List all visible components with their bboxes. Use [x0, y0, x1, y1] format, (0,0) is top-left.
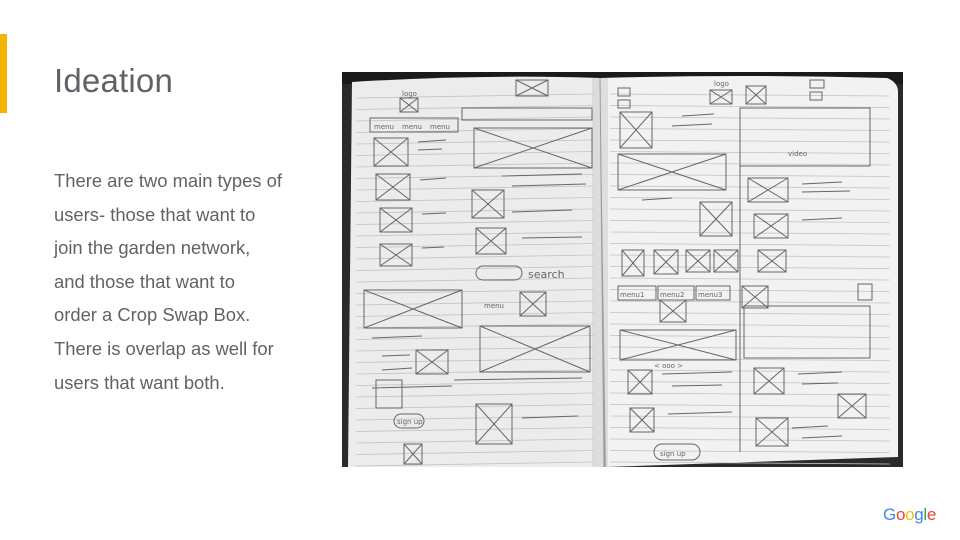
logo-letter: l — [923, 505, 927, 524]
sketch-menu-item: menu2 — [660, 291, 685, 299]
sketch-search-label: search — [528, 268, 565, 281]
body-line: join the garden network, — [54, 237, 251, 259]
logo-letter: g — [914, 505, 924, 524]
sketch-menu-label: menu — [484, 302, 504, 310]
slide-body — [54, 164, 324, 399]
slide-title: Ideation — [54, 62, 174, 99]
body-line: There is overlap as well for — [54, 337, 274, 359]
accent-bar — [0, 34, 7, 113]
sketch-logo-right: logo — [714, 80, 729, 88]
body-line: There are two main types of — [54, 170, 282, 191]
body-line: users- those that want to — [54, 203, 256, 225]
sketch-video-label: video — [788, 150, 808, 158]
sketch-signup-left: sign up — [397, 418, 423, 426]
sketch-nav-item: menu — [374, 123, 394, 131]
logo-letter: o — [905, 505, 915, 524]
sketch-signup-right: sign up — [660, 450, 686, 458]
google-logo — [883, 505, 936, 525]
body-line: and those that want to — [54, 270, 235, 292]
sketch-menu-item: menu3 — [698, 291, 723, 299]
logo-letter: G — [883, 505, 896, 524]
sketch-menu-item: menu1 — [620, 291, 645, 299]
sketch-nav-item: menu — [402, 123, 422, 131]
logo-letter: e — [926, 505, 937, 524]
logo-letter: o — [895, 505, 906, 524]
sketch-nav-item: menu — [430, 123, 450, 131]
notebook-sketch-photo — [342, 72, 903, 467]
sketch-carousel-dots: < ooo > — [654, 362, 684, 370]
body-line: order a Crop Swap Box. — [54, 304, 251, 326]
sketch-logo-left: logo — [402, 90, 417, 98]
body-line: users that want both. — [54, 371, 225, 393]
